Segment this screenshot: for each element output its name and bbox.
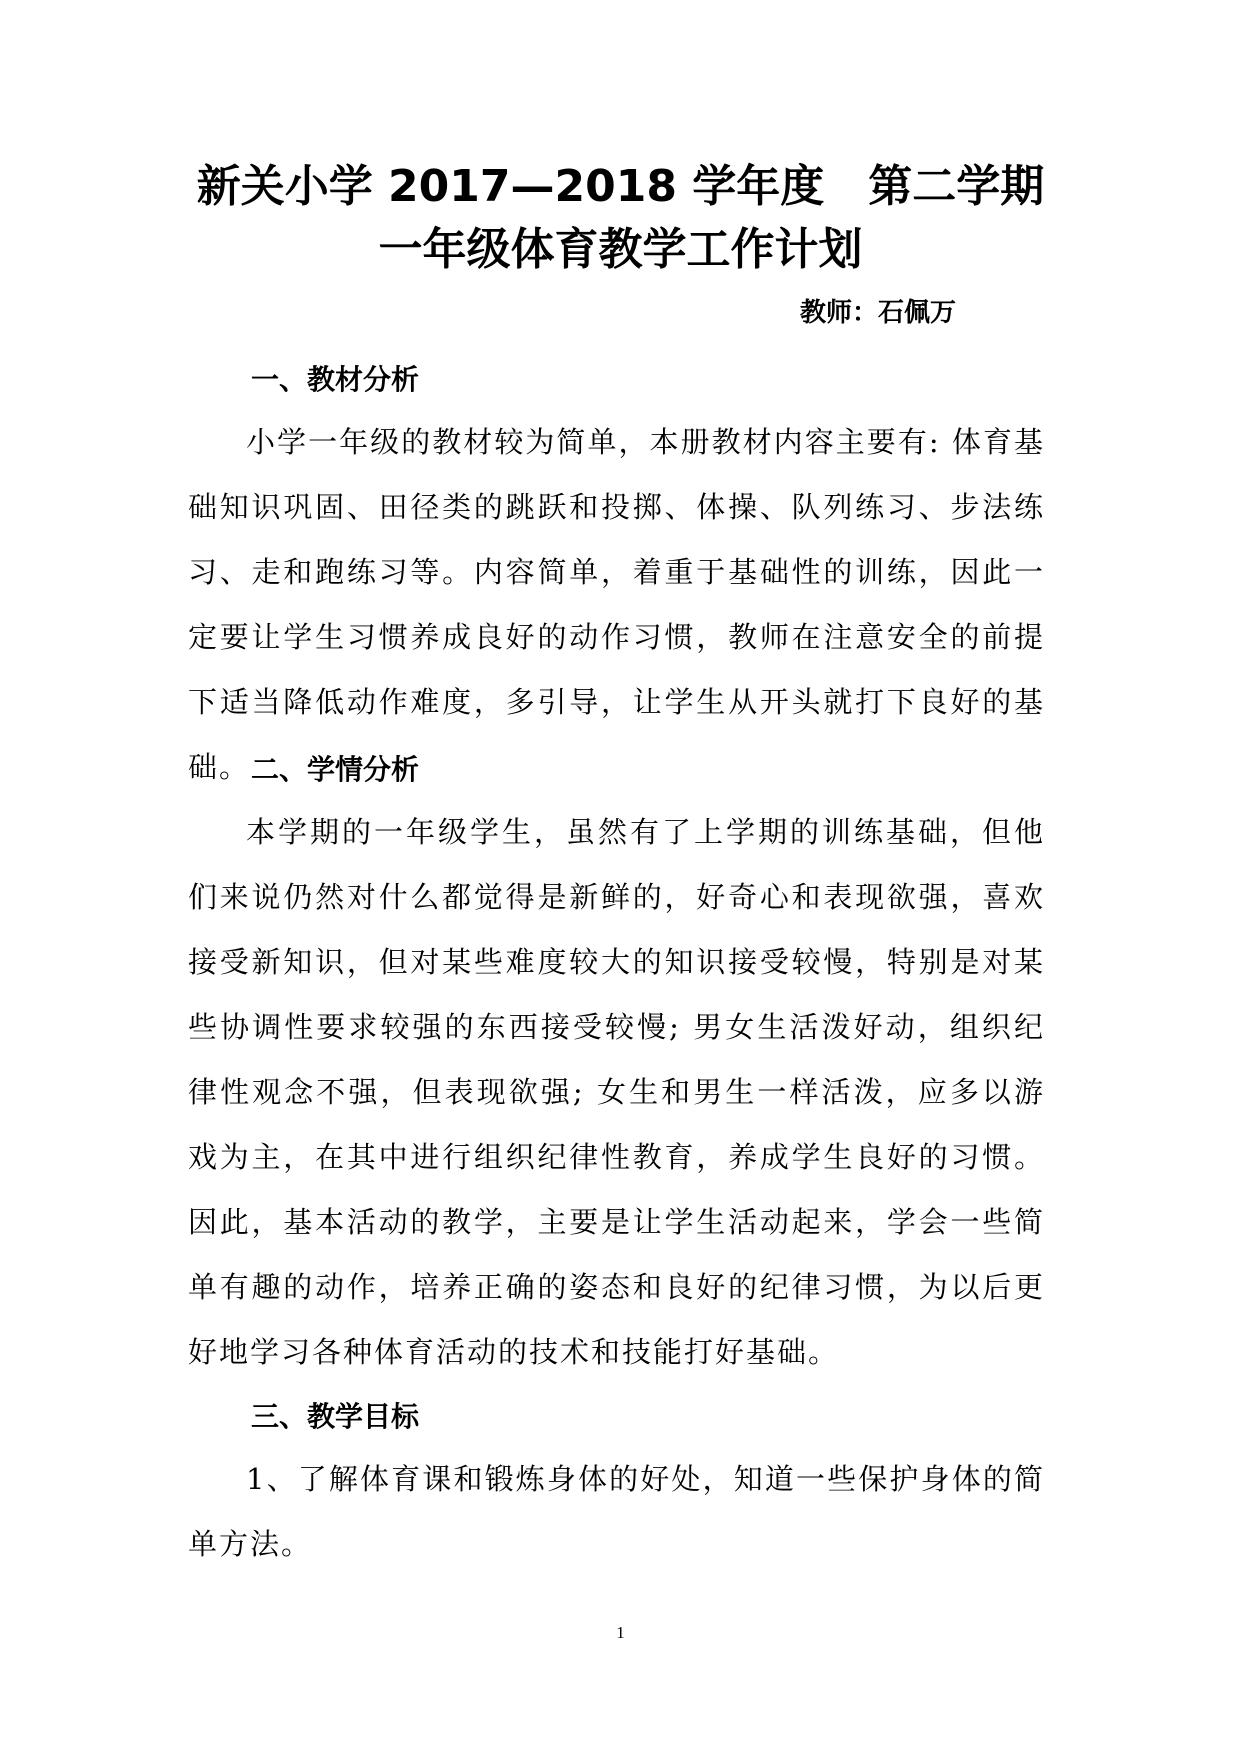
section-heading-textbook-analysis: 一、教材分析 (251, 363, 420, 396)
section-paragraph-student-analysis: 本学期的一年级学生，虽然有了上学期的训练基础，但他们来说仍然对什么都觉得是新鲜的，好奇心和表现欲强，喜欢接受新知识，但对某些难度较大的知识接受较慢，特别是对某些协调性要求较强的东西接受较慢; 男女生活泼好动，组织纪律性观念不强，但表现欲强; 女生和男生一样活泼，应多以游戏为主，在其中进行组织纪律性教育，养成学生良好的习惯。因此，基本活动的教学，主要是让学生活动起来，学会一些简单有趣的动作，培养正确的姿态和良好的纪律习惯，为以后更好地学习各种体育活动的技术和技能打好基础。 (188, 815, 1045, 1369)
page-number: 1 (616, 1623, 625, 1642)
document-title-line-1: 新关小学 2017—2018 学年度 第二学期 (196, 161, 1045, 212)
section-paragraph-textbook-analysis: 小学一年级的教材较为简单，本册教材内容主要有: 体育基础知识巩固、田径类的跳跃和投掷、体操、队列练习、步法练习、走和跑练习等。内容简单，着重于基础性的训练，因此一定要让学生习惯养成良好的动作习惯，教师在注意安全的前提下适当降低动作难度，多引导，让学生从开头就打下良好的基础。 (188, 425, 1045, 784)
teacher-name: 教师：石佩万 (800, 298, 957, 328)
section-heading-teaching-goals: 三、教学目标 (251, 1400, 420, 1433)
document-title-line-2: 一年级体育教学工作计划 (378, 224, 863, 275)
section-paragraph-teaching-goals: 1、了解体育课和锻炼身体的好处，知道一些保护身体的简单方法。 (188, 1462, 1045, 1561)
section-heading-student-analysis: 二、学情分析 (251, 753, 420, 786)
